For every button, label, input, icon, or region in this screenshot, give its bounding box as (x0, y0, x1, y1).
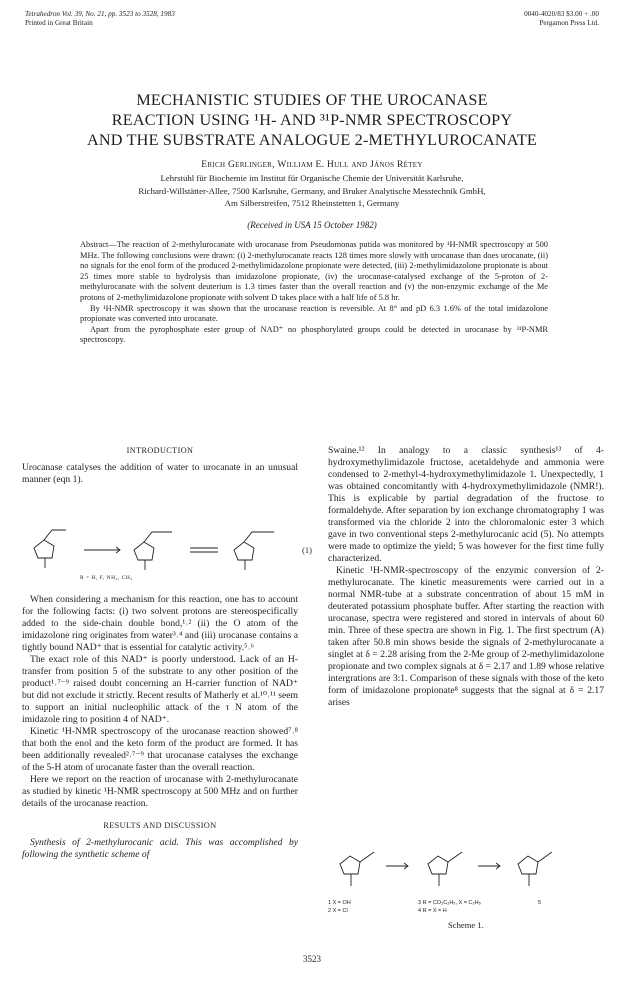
affiliation (0, 172, 624, 210)
scheme-caption: Scheme 1. (448, 920, 484, 930)
abstract-paragraph-1: Abstract—The reaction of 2-methylurocanate with urocanase from Pseudomonas putida was monitored by ¹H-NMR spectroscopy at 500 MHz. The following conclusions were drawn: (i) 2-methylurocanate reacts 128 times more slowly with urocanase than does urocanate, (ii) no signals for the enol form of the produced 2-methylimidazolone propionate were detected, (iii) 2-methylimidazolone propionate is about 25 times more stable to hydrolysis than imidazolone propionate, (iv) the urocanase-catalysed exchange of the 5-proton of 2-methylurocanate with the solvent deuterium is 1.3 times faster than the overall reaction and (v) the non-enzymic exchange of the Me protons of 2-methylimidazolone propionate with solvent D takes place with a half life of 5.8 hr. (80, 240, 548, 302)
running-header-right (524, 10, 599, 28)
side-chain-keto (244, 532, 274, 542)
abstract-paragraph-3: Apart from the pyrophosphate ester group of NAD⁺ no phosphorylated groups could be detected in urocanase by ³¹P-NMR spectroscopy. (80, 324, 548, 345)
ring-compound-3 (428, 856, 448, 874)
compound-label-2: 2 X = Cl (328, 908, 348, 914)
scheme1-r-definition: R = H, F, NH₂, CH₃ (80, 575, 133, 581)
affiliation-line-3: Am Silberstreifen, 7512 Rheinstetten 1, Germany (224, 198, 400, 208)
right-column (328, 445, 604, 709)
price-code: 0040-4020/83 $3.00 + .00 (524, 10, 599, 18)
right-paragraph-2: Kinetic ¹H-NMR-spectroscopy of the enzymic conversion of 2-methylurocanate. The kinetic measurements were carried out in a normal NMR-tube at a substrate concentration of about 15 mM in deuterated potassium phosphate buffer. After starting the reaction with urocanase, spectra were registered and stored in intervals of about 60 min. Three of these spectra are shown in Fig. 1. The first spectrum (A) taken after 50.8 min shows beside the signals of 2-methylurocanate a singlet at δ = 2.28 arising from the 2-Me group of 2-methylimidazolone propionate and two complex signals at δ = 2.17 and 1.89 whose relative intergrations are 3:1. Comparison of these signals with those of the keto form of imidazolone propionate⁸ suggests that the signal at δ = 2.17 arises (328, 565, 604, 708)
compound-label-5: 5 (538, 900, 542, 906)
right-paragraph-1: Swaine.¹² In analogy to a classic synthesis¹³ of 4-hydroxymethylimidazole fructose, acetaldehyde and ammonia were condensed to 2-methyl-4-hydroxymethylimidazole 1. Unexpectedly, 1 was obtained concomitantly with 4-hydroxymethylimidazole (NMR!). This is explicable by partial degradation of the fructose to formaldehyde. After separation by ion exchange chromatography 1 was transformed via the chloride 2 into the chloromalonic ester 3 which gave in two conventional steps 2-methylurocanic acid (5). No attempts were made to optimize the yield; 5 was however for the first time fully characterized. (328, 445, 604, 564)
intro-paragraph-4: Kinetic ¹H-NMR spectroscopy of the urocanase reaction showed⁷˒⁸ that both the enol and the keto form of the product are formed. It has been additionally revealed²˒⁷⁻⁹ that urocanase catalyses the exchange of the 5-H atom of urocanate faster than the overall reaction. (22, 726, 298, 773)
abstract-paragraph-2: By ¹H-NMR spectroscopy it was shown that the urocanase reaction is reversible. At 8° and pD 6.3 1.6% of the total imidazolone propionate was converted into urocanate. (80, 303, 548, 324)
acrylic-bond-5 (538, 852, 552, 862)
results-paragraph-1 (22, 837, 298, 861)
affiliation-line-2: Richard-Willstätter-Allee, 7500 Karlsruhe, Germany, and Bruker Analytische Messtechnik GmbH, (138, 185, 486, 196)
imidazole-ring-urocanate (34, 540, 54, 558)
printed-in: Printed in Great Britain (25, 19, 93, 27)
ch2x-bond-1 (360, 852, 374, 862)
results-paragraph-1-text: Synthesis of 2-methylurocanic acid. This was accomplished by following the synthetic scheme of (22, 837, 298, 860)
equation-number: (1) (302, 545, 312, 555)
journal-citation: Tetrahedron Vol. 39, No. 21, pp. 3523 to 3528, 1983 (25, 10, 175, 18)
title-line-2: REACTION USING ¹H- AND ³¹P-NMR SPECTROSCOPY (111, 111, 513, 129)
intro-paragraph-5: Here we report on the reaction of urocanase with 2-methylurocanate as studied by kinetic ¹H-NMR spectroscopy at 500 MHz and on further details of the urocanase reaction. (22, 774, 298, 809)
left-column (22, 445, 298, 861)
abstract (80, 240, 548, 346)
intro-paragraph-1: Urocanase catalyses the addition of water to urocanate in an unusual manner (eqn 1). (22, 462, 298, 485)
authors: Erich Gerlinger, William E. Hull and János Rétey (201, 160, 423, 170)
intro-paragraph-2: When considering a mechanism for this reaction, one has to account for the following facts: (i) two solvent protons are stereospecifically added to the side-chain double bond,¹˒² (ii) the O atom of the imidazolone ring originates from water³˒⁴ and (iii) urocanase contains a tightly bound NAD⁺ that is essential for catalytic activity.⁵˒⁶ (22, 594, 298, 653)
publisher: Pergamon Press Ltd. (539, 19, 599, 27)
side-chain-urocanate (44, 530, 66, 540)
imidazolone-ring-enol (134, 542, 154, 560)
compound-label-3: 3 R = CO₂C₂H₅, X = C₂H₅ (418, 900, 481, 906)
page-number: 3523 (303, 954, 321, 964)
intro-paragraph-3: The exact role of this NAD⁺ is poorly understood. Lack of an H-transfer from position 5 of the substrate to any other position of the product¹˒⁷⁻⁹ raised doubt concerning an H-carrier function of NAD⁺ but did not exclude it strictly. Recent results of Matherly et al.¹⁰˒¹¹ seem to support an initial nucleophilic attack of the τ N atom of the imidazole ring to position 4 of NAD⁺. (22, 654, 298, 725)
side-chain-bond-3 (448, 852, 462, 862)
ring-compound-5 (518, 856, 538, 874)
side-chain-enol (144, 532, 172, 542)
scheme-1-drawing (328, 808, 618, 918)
introduction-heading: INTRODUCTION (126, 446, 194, 455)
article-title (0, 90, 624, 150)
running-header-left (25, 10, 175, 28)
compound-label-1: 1 X = OH (328, 900, 351, 906)
title-line-1: MECHANISTIC STUDIES OF THE UROCANASE (136, 91, 488, 109)
results-heading: RESULTS AND DISCUSSION (103, 821, 217, 830)
compound-label-4: 4 R = X = H (418, 908, 447, 914)
affiliation-line-1: Lehrstuhl für Biochemie im Institut für Organische Chemie der Universität Karlsruhe, (160, 173, 464, 183)
equation-1-scheme (22, 518, 322, 578)
title-line-3: AND THE SUBSTRATE ANALOGUE 2-METHYLUROCANATE (86, 131, 538, 149)
ring-compound-1 (340, 856, 360, 874)
received-date: (Received in USA 15 October 1982) (247, 220, 377, 230)
imidazolone-ring-keto (234, 542, 254, 560)
